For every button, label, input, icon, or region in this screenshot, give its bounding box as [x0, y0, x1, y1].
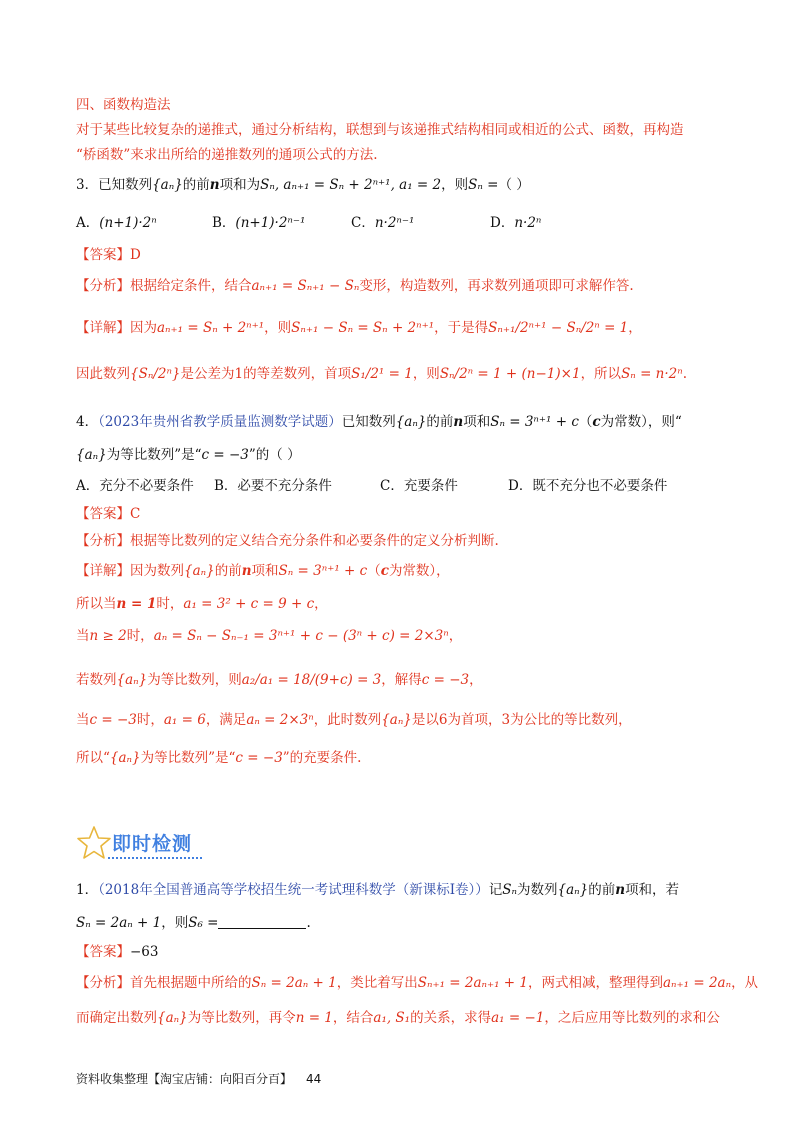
- e1-analysis-line2: 而确定出数列{aₙ}为等比数列，再令n = 1，结合a₁, S₁的关系，求得a₁ = −1，之后应用等比数列的求和公: [76, 1010, 720, 1026]
- section-desc-line1: 对于某些比较复杂的递推式，通过分析结构，联想到与该递推式结构相同或相近的公式、函数，再构造: [76, 122, 684, 138]
- q4-detail-line5: 当c = −3时，a₁ = 6，满足aₙ = 2×3ⁿ，此时数列{aₙ}是以6为首项，3为公比的等比数列，: [76, 712, 632, 728]
- q4-option-c: C．充要条件: [380, 478, 458, 494]
- q3-option-a: A．(n+1)·2ⁿ: [76, 215, 157, 231]
- banner-underline: [108, 857, 202, 861]
- page-number: 44: [306, 1072, 322, 1086]
- q4-option-d: D．既不充分也不必要条件: [508, 478, 668, 494]
- q4-detail-line4: 若数列{aₙ}为等比数列，则a₂/a₁ = 18/(9+c) = 3，解得c = −3，: [76, 672, 483, 688]
- section-desc-line2: “桥函数”来求出所给的递推数列的通项公式的方法.: [76, 147, 378, 163]
- e1-answer: 【答案】−63: [76, 944, 159, 960]
- banner-title: 即时检测: [112, 833, 193, 855]
- footer-text: 资料收集整理【淘宝店铺：向阳百分百】: [76, 1072, 293, 1086]
- q3-detail: 【详解】因为aₙ₊₁ = Sₙ + 2ⁿ⁺¹，则Sₙ₊₁ − Sₙ = Sₙ + 2ⁿ⁺¹，于是得Sₙ₊₁/2ⁿ⁺¹ − Sₙ/2ⁿ = 1，: [76, 320, 642, 336]
- q3-option-b: B．(n+1)·2ⁿ⁻¹: [212, 215, 306, 231]
- q4-answer: 【答案】C: [76, 506, 141, 522]
- q3-conclusion: 因此数列{Sₙ/2ⁿ}是公差为1的等差数列，首项S₁/2¹ = 1，则Sₙ/2ⁿ = 1 + (n−1)×1，所以Sₙ = n·2ⁿ.: [76, 366, 688, 382]
- q4-detail-line6: 所以“{aₙ}为等比数列”是“c = −3”的充要条件.: [76, 750, 362, 766]
- q3-option-d: D．n·2ⁿ: [490, 215, 542, 231]
- q3-answer: 【答案】D: [76, 247, 141, 263]
- q3-analysis: 【分析】根据给定条件，结合aₙ₊₁ = Sₙ₊₁ − Sₙ变形，构造数列，再求数列通项即可求解作答.: [76, 278, 634, 294]
- answer-blank: [218, 914, 306, 929]
- q4-option-b: B．必要不充分条件: [214, 478, 332, 494]
- page-footer: [76, 1070, 321, 1087]
- q4-stem: 4．（2023年贵州省教学质量监测数学试题）已知数列{aₙ}的前n项和Sₙ = 3ⁿ⁺¹ + c（c为常数），则“: [76, 414, 682, 430]
- q4-detail-line3: 当n ≥ 2时，aₙ = Sₙ − Sₙ₋₁ = 3ⁿ⁺¹ + c − (3ⁿ + c) = 2×3ⁿ，: [76, 628, 463, 644]
- q4-stem-line2: {aₙ}为等比数列”是“c = −3”的（ ）: [76, 447, 301, 463]
- star-outline-icon: [78, 827, 110, 858]
- q3-option-c: C．n·2ⁿ⁻¹: [351, 215, 415, 231]
- q4-detail-line1: 【详解】因为数列{aₙ}的前n项和Sₙ = 3ⁿ⁺¹ + c（c为常数），: [76, 563, 450, 579]
- q4-analysis: 【分析】根据等比数列的定义结合充分条件和必要条件的定义分析判断.: [76, 533, 499, 549]
- q4-detail-line2: 所以当n = 1时，a₁ = 3² + c = 9 + c，: [76, 596, 328, 612]
- e1-analysis-line1: 【分析】首先根据题中所给的Sₙ = 2aₙ + 1，类比着写出Sₙ₊₁ = 2aₙ₊₁ + 1，两式相减，整理得到aₙ₊₁ = 2aₙ，从: [76, 975, 759, 991]
- e1-stem: 1．（2018年全国普通高等学校招生统一考试理科数学（新课标I卷））记Sₙ为数列{aₙ}的前n项和，若: [76, 882, 680, 898]
- section-title: 四、函数构造法: [76, 97, 171, 113]
- q3-stem: 3．已知数列{aₙ}的前n项和为Sₙ, aₙ₊₁ = Sₙ + 2ⁿ⁺¹, a₁ = 2，则Sₙ =（ ）: [76, 177, 530, 193]
- e1-stem-line2: Sₙ = 2aₙ + 1，则S₆ = .: [76, 915, 311, 931]
- q4-option-a: A．充分不必要条件: [76, 478, 194, 494]
